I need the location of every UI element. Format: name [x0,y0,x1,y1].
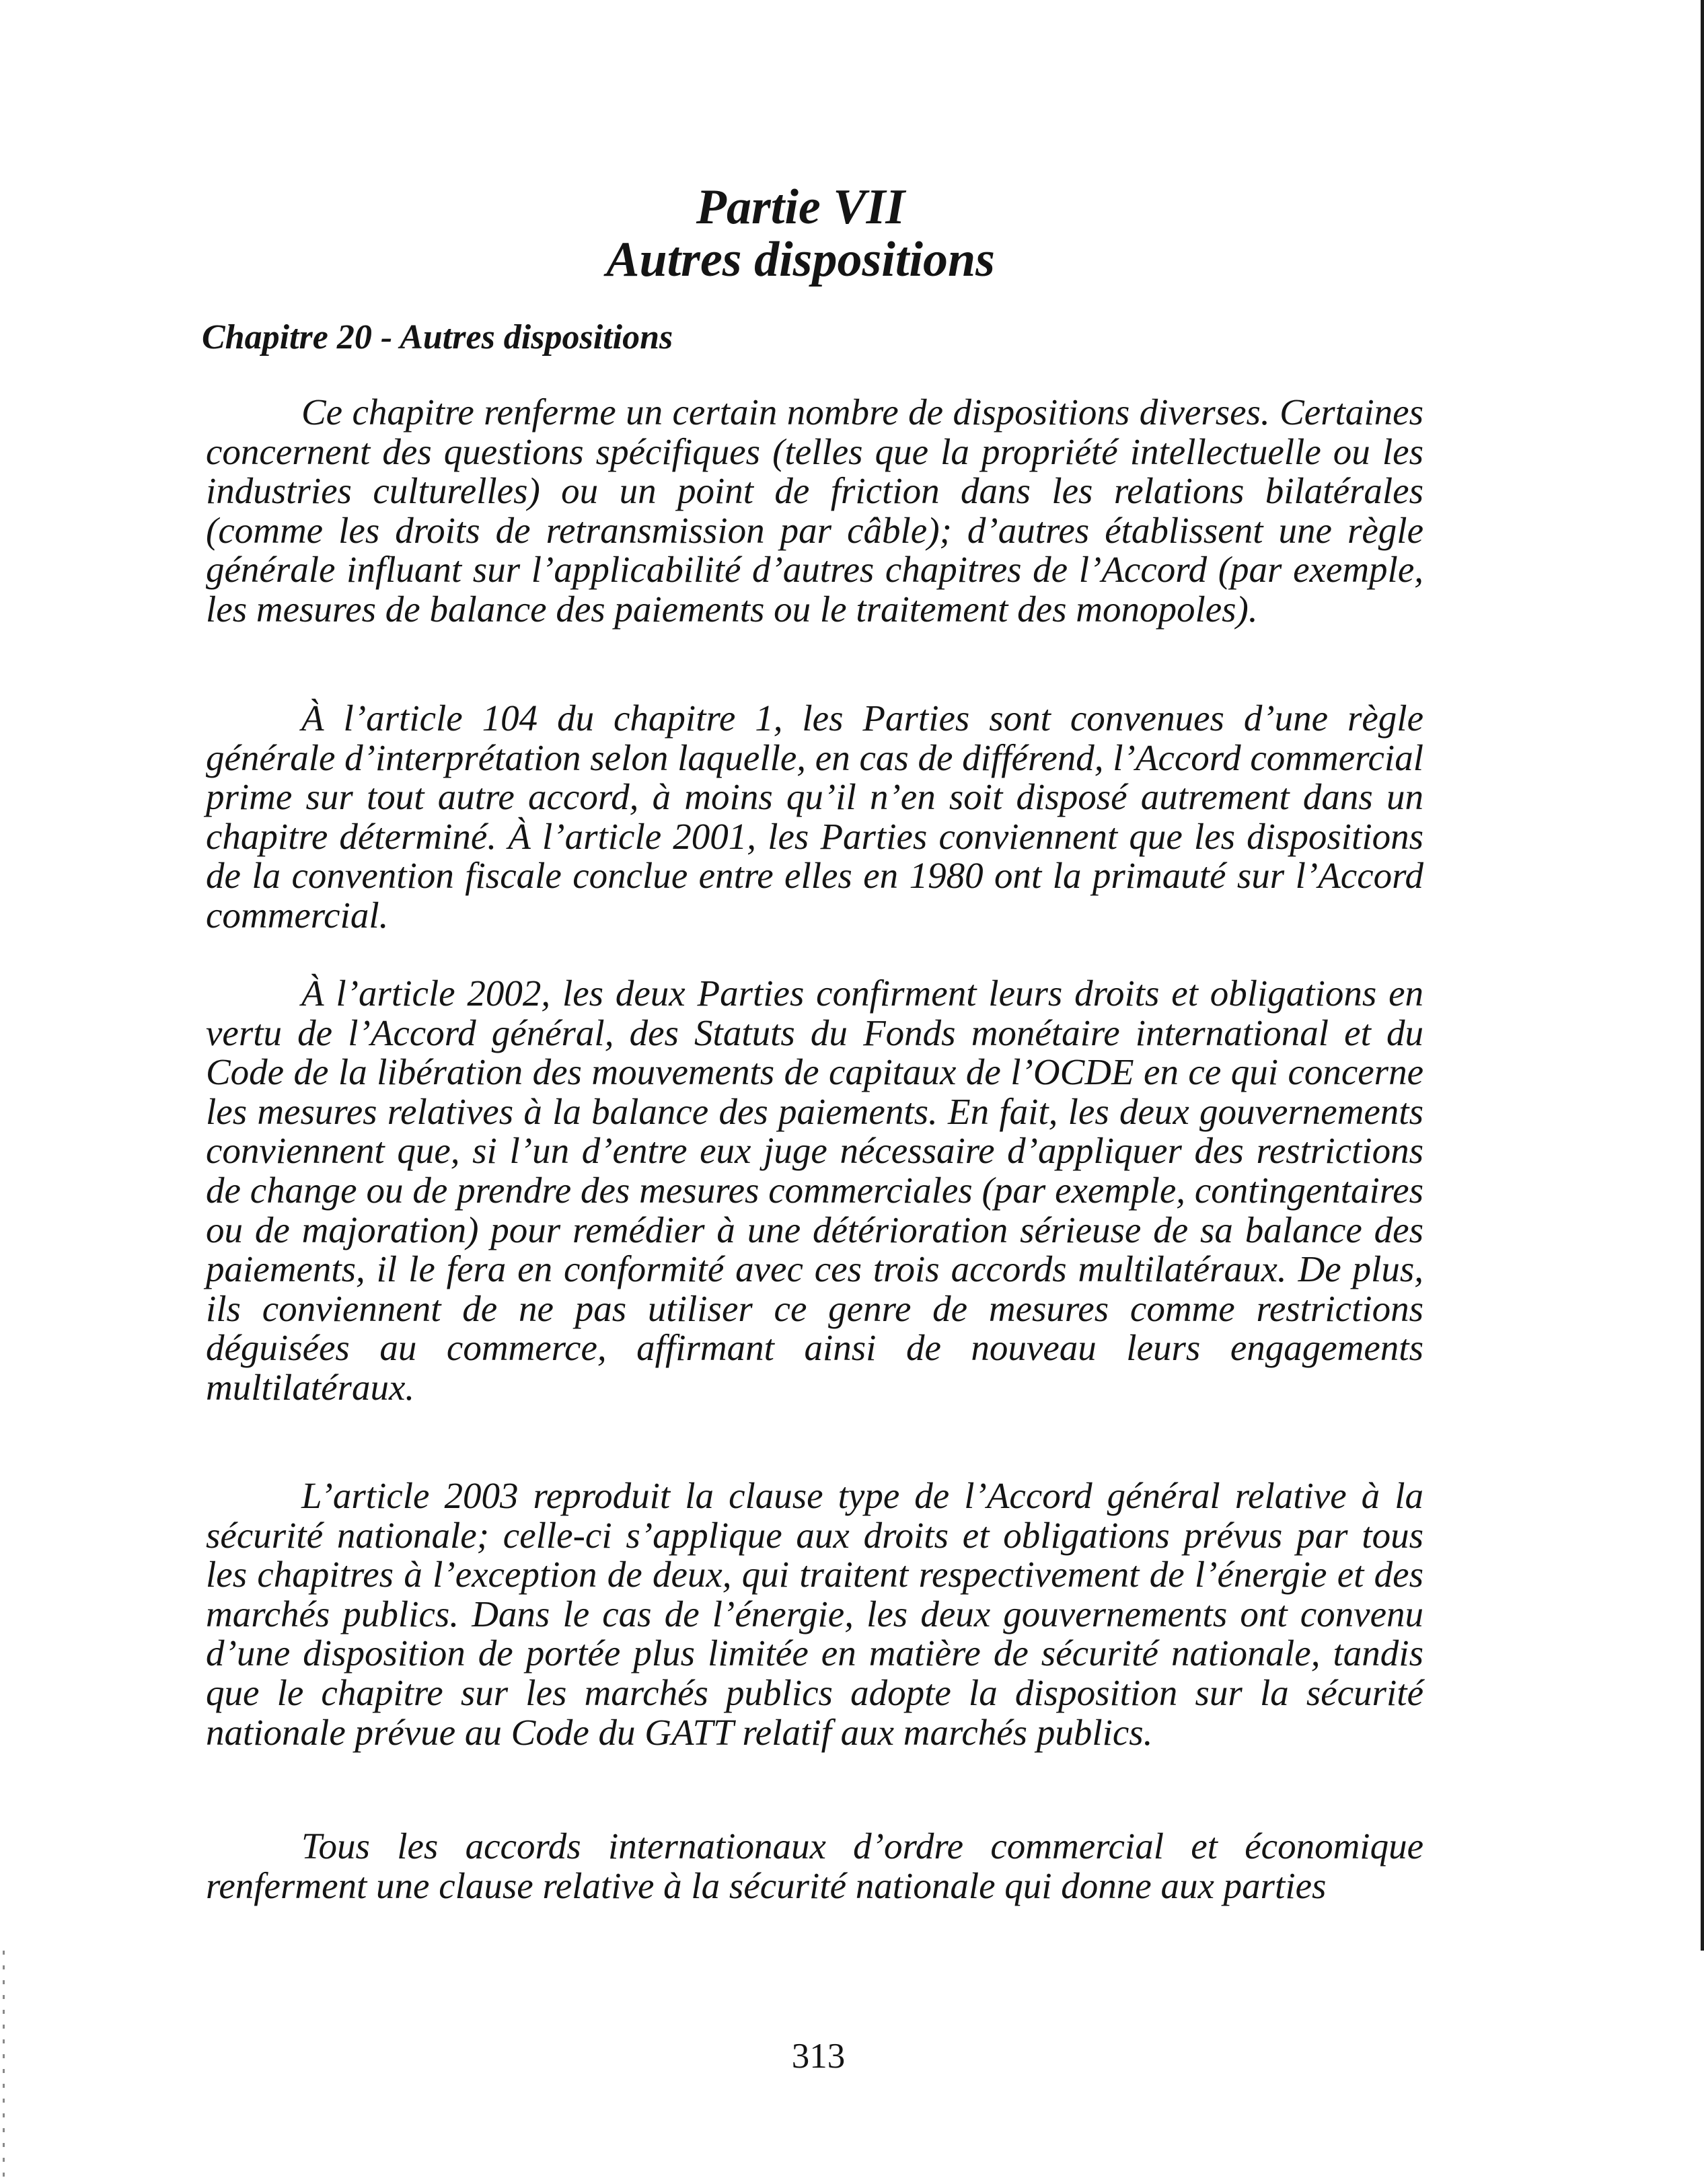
chapter-title: Chapitre 20 - Autres dispositions [202,318,673,356]
page-number: 313 [791,2037,846,2076]
part-title: Partie VII [696,180,905,235]
scan-edge-line [1701,0,1704,1951]
paragraph: Ce chapitre renferme un certain nombre de dispositions diverses. Certaines concernent des questions spécifiques (telles que la propriété intellectuelle ou les industries culturelles) ou un point de friction dans les relations bilatérales (comme les droits de retransmission par câble); d’autres établissent une règle générale influant sur l’applicabilité d’autres chapitres de l’Accord (par exemple, les mesures de balance des paiements ou le traitement des monopoles). [206,391,1423,630]
part-subtitle: Autres dispositions [606,232,995,287]
paragraph: L’article 2003 reproduit la clause type de l’Accord général relative à la sécurité nationale; celle-ci s’applique aux droits et obligations prévus par tous les chapitres à l’exception de deux, qui traitent respectivement de l’énergie et des marchés publics. Dans le cas de l’énergie, les deux gouvernements ont convenu d’une disposition de portée plus limitée en matière de sécurité nationale, tandis que le chapitre sur les marchés publics adopte la disposition sur la sécurité nationale prévue au Code du GATT relatif aux marchés publics. [206,1475,1423,1753]
paragraph: À l’article 104 du chapitre 1, les Parties sont convenues d’une règle générale d’interprétation selon laquelle, en cas de différend, l’Accord commercial prime sur tout autre accord, à moins qu’il n’en soit disposé autrement dans un chapitre déterminé. À l’article 2001, les Parties conviennent que les dispositions de la convention fiscale conclue entre elles en 1980 ont la primauté sur l’Accord commercial. [206,698,1423,936]
paragraph: Tous les accords internationaux d’ordre commercial et économique renferment une clause relative à la sécurité nationale qui donne aux parties [206,1825,1423,1906]
scan-margin-marks [3,1951,5,2179]
paragraph: À l’article 2002, les deux Parties confirment leurs droits et obligations en vertu de l’Accord général, des Statuts du Fonds monétaire international et du Code de la libération des mouvements de capitaux de l’OCDE en ce qui concerne les mesures relatives à la balance des paiements. En fait, les deux gouvernements conviennent que, si l’un d’entre eux juge nécessaire d’appliquer des restrictions de change ou de prendre des mesures commerciales (par exemple, contingentaires ou de majoration) pour remédier à une détérioration sérieuse de sa balance des paiements, il le fera en conformité avec ces trois accords multilatéraux. De plus, ils conviennent de ne pas utiliser ce genre de mesures comme restrictions déguisées au commerce, affirmant ainsi de nouveau leurs engagements multilatéraux. [206,973,1423,1408]
